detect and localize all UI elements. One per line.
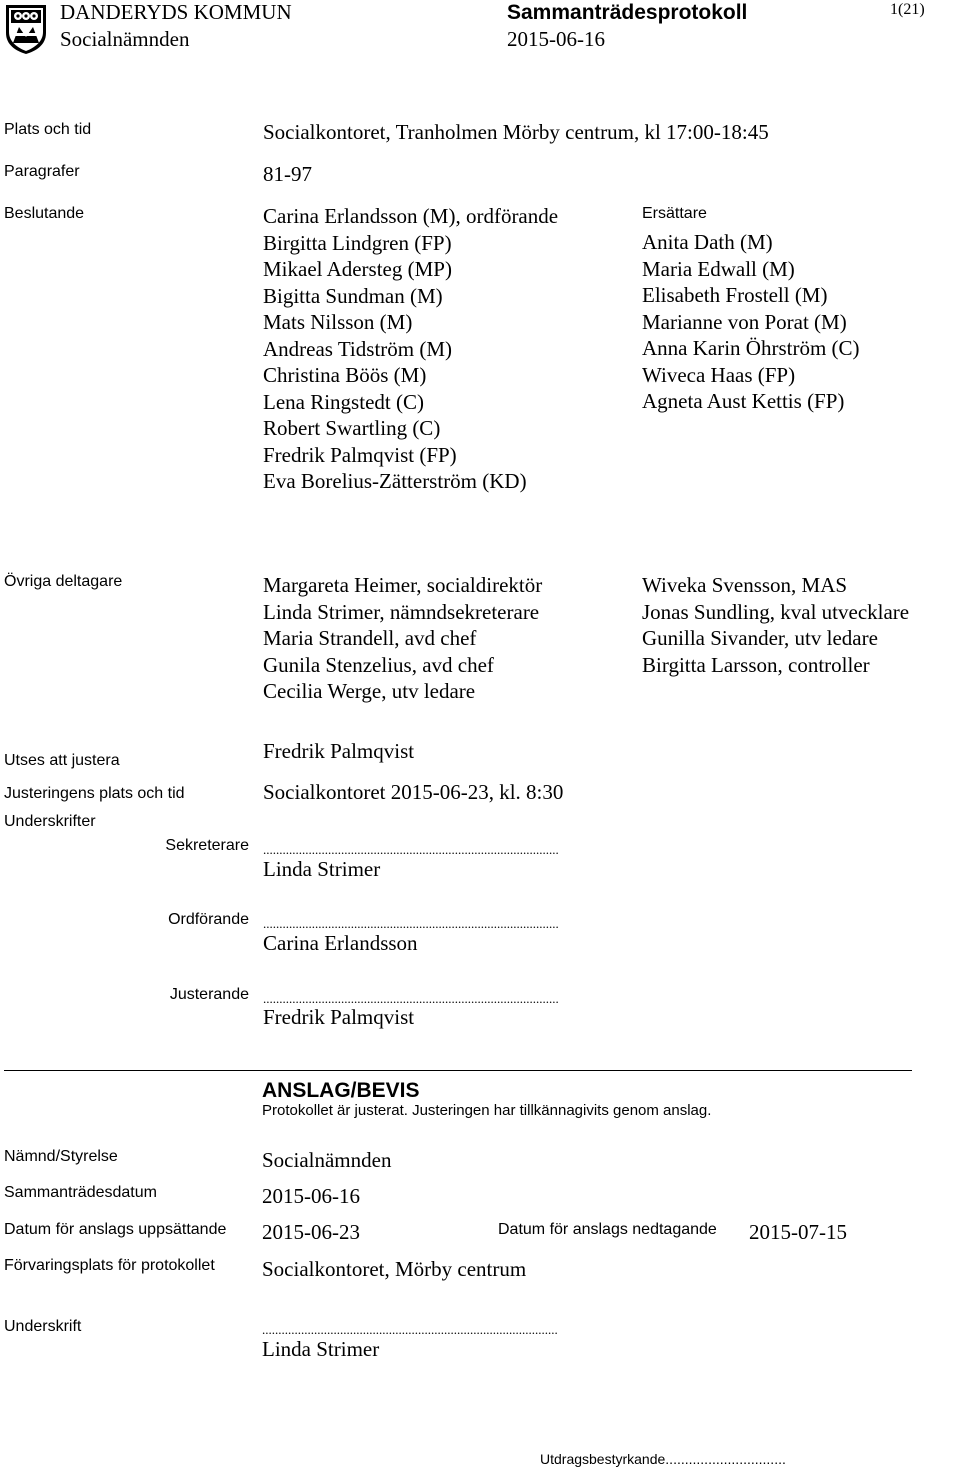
meeting-date-label: Sammanträdesdatum xyxy=(4,1184,157,1201)
document-title: Sammanträdesprotokoll xyxy=(507,1,748,24)
adjustment-place-value: Socialkontoret 2015-06-23, kl. 8:30 xyxy=(263,780,564,804)
appointed-adjuster-value: Fredrik Palmqvist xyxy=(263,739,415,763)
paragraphs-label: Paragrafer xyxy=(4,163,80,180)
adjustment-place-label: Justeringens plats och tid xyxy=(4,785,185,802)
adjuster-signature-line: ........................................................................................... xyxy=(263,991,559,1006)
substitutes-list xyxy=(642,229,860,415)
participant: Maria Strandell, avd chef xyxy=(263,626,477,650)
notice-signature-line: ........................................................................................... xyxy=(262,1322,558,1337)
department-name: Socialnämnden xyxy=(60,27,190,51)
member: Andreas Tidström (M) xyxy=(263,336,453,361)
substitute: Anna Karin Öhrström (C) xyxy=(642,336,860,360)
other-participants-col1 xyxy=(263,572,542,705)
participant: Jonas Sundling, kval utvecklare xyxy=(642,599,910,624)
signatures-label: Underskrifter xyxy=(4,813,96,830)
appointed-adjuster-label: Utses att justera xyxy=(4,752,120,769)
participant: Cecilia Werge, utv ledare xyxy=(263,679,476,703)
document-date: 2015-06-16 xyxy=(507,27,605,51)
substitute: Maria Edwall (M) xyxy=(642,256,795,281)
member: Fredrik Palmqvist (FP) xyxy=(263,442,457,467)
substitute: Elisabeth Frostell (M) xyxy=(642,283,828,307)
participant: Margareta Heimer, socialdirektör xyxy=(263,573,543,597)
section-divider xyxy=(4,1070,912,1071)
member: Birgitta Lindgren (FP) xyxy=(263,230,452,255)
participant: Gunila Stenzelius, avd chef xyxy=(263,652,494,677)
chair-label: Ordförande xyxy=(168,911,249,928)
participant: Birgitta Larsson, controller xyxy=(642,652,870,677)
secretary-signature-line: ........................................................................................... xyxy=(263,842,559,857)
substitute: Agneta Aust Kettis (FP) xyxy=(642,389,845,413)
posted-date-value: 2015-06-23 xyxy=(262,1220,360,1244)
posted-date-label: Datum för anslags uppsättande xyxy=(4,1221,227,1238)
paragraphs-value: 81-97 xyxy=(263,162,312,186)
member: Carina Erlandsson (M), ordförande xyxy=(263,204,559,228)
certified-extract: Utdragsbestyrkande............................... xyxy=(540,1451,786,1467)
member: Mats Nilsson (M) xyxy=(263,310,413,334)
secretary-label: Sekreterare xyxy=(165,837,249,854)
substitute: Anita Dath (M) xyxy=(642,230,773,254)
place-label: Plats och tid xyxy=(4,121,92,138)
place-value: Socialkontoret, Tranholmen Mörby centrum, kl 17:00-18:45 xyxy=(263,120,769,144)
other-participants-label: Övriga deltagare xyxy=(4,573,123,590)
substitute: Wiveca Haas (FP) xyxy=(642,362,796,387)
board-value: Socialnämnden xyxy=(262,1148,392,1172)
board-label: Nämnd/Styrelse xyxy=(4,1148,118,1165)
member: Christina Böös (M) xyxy=(263,363,427,387)
participant: Gunilla Sivander, utv ledare xyxy=(642,626,878,650)
removed-date-label: Datum för anslags nedtagande xyxy=(498,1221,717,1238)
decision-makers-label: Beslutande xyxy=(4,205,85,222)
notice-signature-name: Linda Strimer xyxy=(262,1337,380,1361)
member: Lena Ringstedt (C) xyxy=(263,389,424,414)
chair-signature-line: ........................................................................................... xyxy=(263,916,559,931)
notice-title: ANSLAG/BEVIS xyxy=(262,1079,420,1102)
member: Bigitta Sundman (M) xyxy=(263,283,443,308)
storage-label: Förvaringsplats för protokollet xyxy=(4,1257,215,1274)
member: Eva Borelius-Zätterström (KD) xyxy=(263,469,527,493)
decision-makers-list xyxy=(263,203,558,495)
member: Robert Swartling (C) xyxy=(263,416,441,440)
storage-value: Socialkontoret, Mörby centrum xyxy=(262,1257,527,1281)
municipality-logo xyxy=(4,3,48,55)
meeting-date-value: 2015-06-16 xyxy=(262,1184,360,1208)
participant: Wiveka Svensson, MAS xyxy=(642,573,848,597)
other-participants-col2 xyxy=(642,572,909,678)
adjuster-label: Justerande xyxy=(169,986,249,1003)
member: Mikael Adersteg (MP) xyxy=(263,257,452,281)
org-name: DANDERYDS KOMMUN xyxy=(60,0,292,24)
page-number: 1(21) xyxy=(890,1,925,18)
removed-date-value: 2015-07-15 xyxy=(749,1220,847,1244)
substitutes-label: Ersättare xyxy=(642,205,707,222)
participant: Linda Strimer, nämndsekreterare xyxy=(263,599,540,624)
chair-name: Carina Erlandsson xyxy=(263,931,418,955)
notice-subtitle: Protokollet är justerat. Justeringen har tillkännagivits genom anslag. xyxy=(262,1102,712,1119)
adjuster-name: Fredrik Palmqvist xyxy=(263,1005,415,1029)
substitute: Marianne von Porat (M) xyxy=(642,309,847,334)
secretary-name: Linda Strimer xyxy=(263,857,381,881)
signature-label: Underskrift xyxy=(4,1318,82,1335)
